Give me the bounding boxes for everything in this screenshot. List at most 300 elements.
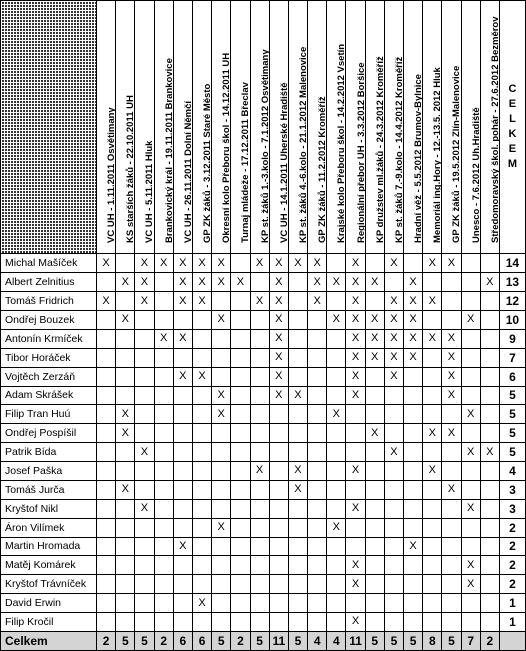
player-total: 5 [499,443,525,462]
empty-cell [173,594,192,613]
participation-mark: X [135,254,154,273]
empty-cell [135,424,154,443]
empty-cell [250,594,269,613]
participation-mark: X [404,292,423,311]
empty-cell [346,518,365,537]
participation-mark: X [346,273,365,292]
empty-cell [192,613,211,632]
player-total: 4 [499,462,525,481]
empty-cell [231,462,250,481]
participation-mark: X [327,405,346,424]
event-header-label: KP st. žáků 1.-3.kolo - 7.1.2012 Osvětimany [259,49,271,244]
player-total: 3 [499,499,525,518]
empty-cell [231,311,250,330]
empty-cell [212,367,231,386]
participation-mark: X [250,462,269,481]
player-total: 2 [499,537,525,556]
participation-mark: X [346,292,365,311]
footer-label: Celkem [1,631,97,650]
empty-cell [116,556,135,575]
event-header [288,1,307,254]
participation-mark: X [116,273,135,292]
empty-cell [116,575,135,594]
empty-cell [135,480,154,499]
empty-cell [384,462,403,481]
player-name: Tomáš Fridrich [1,292,97,311]
participation-mark: X [461,499,480,518]
empty-cell [404,424,423,443]
player-name: Martin Hromada [1,537,97,556]
event-header [250,1,269,254]
participation-mark: X [116,424,135,443]
empty-cell [173,443,192,462]
empty-cell [308,367,327,386]
player-row [1,367,526,386]
empty-cell [404,254,423,273]
participation-mark: X [250,292,269,311]
empty-cell [231,594,250,613]
empty-cell [269,424,288,443]
player-row [1,556,526,575]
empty-cell [346,537,365,556]
empty-cell [442,273,461,292]
empty-cell [288,405,307,424]
empty-cell [442,594,461,613]
event-count: 2 [480,631,499,650]
player-row [1,405,526,424]
participation-mark: X [442,348,461,367]
event-header-label: Memoriál ing.Hory - 12.-13.5. 2012 Hluk [432,67,444,244]
empty-cell [384,518,403,537]
empty-cell [154,424,173,443]
empty-cell [250,537,269,556]
empty-cell [308,499,327,518]
empty-cell [327,348,346,367]
empty-cell [346,480,365,499]
empty-cell [384,480,403,499]
empty-cell [192,329,211,348]
empty-cell [308,594,327,613]
empty-cell [269,613,288,632]
empty-cell [154,480,173,499]
empty-cell [173,556,192,575]
participation-mark: X [346,329,365,348]
empty-cell [404,499,423,518]
empty-cell [404,480,423,499]
player-row [1,443,526,462]
empty-cell [116,613,135,632]
event-header-label: VC UH - 26.11.2011 Dolní Němčí [182,101,194,244]
empty-cell [135,594,154,613]
event-header [173,1,192,254]
event-header [212,1,231,254]
empty-cell [384,594,403,613]
empty-cell [135,613,154,632]
participation-mark: X [116,311,135,330]
empty-cell [250,480,269,499]
empty-cell [480,462,499,481]
empty-cell [97,386,116,405]
empty-cell [327,575,346,594]
empty-cell [250,424,269,443]
event-header-label: VC UH - 14.1.2011 Uherské Hradiště [278,82,290,244]
player-row [1,594,526,613]
event-header [461,1,480,254]
empty-cell [423,613,442,632]
empty-cell [404,594,423,613]
empty-cell [327,329,346,348]
player-name: Áron Vilímek [1,518,97,537]
empty-cell [212,292,231,311]
empty-cell [308,462,327,481]
event-count: 5 [384,631,403,650]
empty-cell [365,537,384,556]
empty-cell [365,518,384,537]
participation-mark: X [212,273,231,292]
player-row [1,480,526,499]
empty-cell [192,556,211,575]
player-row [1,499,526,518]
empty-cell [423,480,442,499]
empty-cell [154,311,173,330]
empty-cell [192,499,211,518]
empty-cell [173,575,192,594]
participation-mark: X [135,292,154,311]
empty-cell [231,386,250,405]
empty-cell [365,594,384,613]
event-count: 6 [192,631,211,650]
empty-cell [97,405,116,424]
empty-cell [231,405,250,424]
player-name: Vojtěch Zerzáň [1,367,97,386]
participation-mark: X [346,254,365,273]
empty-cell [461,273,480,292]
empty-cell [461,424,480,443]
empty-cell [308,613,327,632]
empty-cell [212,613,231,632]
empty-cell [327,499,346,518]
footer-row [1,631,526,650]
participation-mark: X [288,480,307,499]
empty-cell [97,273,116,292]
participation-mark: X [327,518,346,537]
participation-mark: X [346,575,365,594]
empty-cell [384,556,403,575]
empty-cell [231,424,250,443]
participation-mark: X [346,386,365,405]
participation-mark: X [365,329,384,348]
player-total: 2 [499,556,525,575]
participation-mark: X [384,254,403,273]
empty-cell [480,594,499,613]
empty-cell [384,575,403,594]
empty-cell [480,367,499,386]
empty-cell [327,424,346,443]
empty-cell [173,386,192,405]
event-header-label: Okresní kolo Přeboru škol - 14.12.2011 UH [221,53,233,244]
player-row [1,462,526,481]
empty-cell [461,594,480,613]
participation-mark: X [384,311,403,330]
empty-cell [269,556,288,575]
empty-cell [135,386,154,405]
empty-cell [250,348,269,367]
empty-cell [288,292,307,311]
participation-mark: X [404,273,423,292]
empty-cell [384,499,403,518]
empty-cell [404,613,423,632]
empty-cell [192,518,211,537]
event-count: 4 [327,631,346,650]
participation-mark: X [269,348,288,367]
participation-mark: X [442,386,461,405]
empty-cell [154,273,173,292]
empty-cell [365,556,384,575]
player-total: 10 [499,311,525,330]
empty-cell [212,348,231,367]
empty-cell [135,575,154,594]
event-count: 5 [250,631,269,650]
empty-cell [135,537,154,556]
event-header [154,1,173,254]
participation-mark: X [288,386,307,405]
participation-mark: X [212,254,231,273]
participation-mark: X [346,462,365,481]
empty-cell [346,405,365,424]
empty-cell [404,462,423,481]
event-header [97,1,116,254]
player-name: Patrik Bída [1,443,97,462]
empty-cell [288,537,307,556]
participation-mark: X [288,462,307,481]
event-header [423,1,442,254]
player-total: 7 [499,348,525,367]
participation-mark: X [192,254,211,273]
empty-cell [231,556,250,575]
participation-mark: X [212,311,231,330]
empty-cell [308,386,327,405]
empty-cell [442,499,461,518]
participation-mark: X [212,518,231,537]
empty-cell [461,367,480,386]
empty-cell [423,311,442,330]
empty-cell [116,499,135,518]
empty-cell [480,556,499,575]
empty-cell [327,594,346,613]
player-row [1,386,526,405]
player-row [1,329,526,348]
empty-cell [288,273,307,292]
empty-cell [231,367,250,386]
player-total: 5 [499,405,525,424]
player-total: 1 [499,613,525,632]
empty-cell [480,405,499,424]
player-total: 2 [499,575,525,594]
empty-cell [365,499,384,518]
player-row [1,348,526,367]
empty-cell [192,443,211,462]
event-header-label: VC UH - 5.11.2011 Hluk [144,140,156,244]
empty-cell [365,405,384,424]
empty-cell [327,443,346,462]
empty-cell [384,424,403,443]
empty-cell [154,386,173,405]
player-name: David Erwin [1,594,97,613]
empty-cell [365,462,384,481]
empty-cell [423,556,442,575]
empty-cell [423,348,442,367]
event-header [192,1,214,254]
event-count: 11 [269,631,288,650]
participation-mark: X [212,405,231,424]
participation-mark: X [97,254,116,273]
empty-cell [154,443,173,462]
empty-cell [442,292,461,311]
participation-mark: X [384,329,403,348]
empty-cell [480,329,499,348]
player-name: Filip Kročil [1,613,97,632]
event-header-label: KP st. žáků 7.-9.kolo - 14.4.2012 Kroměříž [393,57,405,244]
empty-cell [154,348,173,367]
player-total: 6 [499,367,525,386]
empty-cell [192,462,211,481]
participation-mark: X [404,348,423,367]
total-header [499,1,525,254]
empty-cell [327,254,346,273]
total-header-label: C E L K E M [507,83,518,171]
participation-mark: X [346,613,365,632]
empty-cell [154,575,173,594]
empty-cell [231,329,250,348]
empty-cell [346,424,365,443]
event-count: 5 [442,631,461,650]
empty-cell [480,424,499,443]
empty-cell [250,499,269,518]
empty-cell [365,254,384,273]
participation-mark: X [442,424,461,443]
empty-cell [154,537,173,556]
participation-mark: X [250,254,269,273]
participation-mark: X [346,348,365,367]
empty-cell [192,480,211,499]
participation-mark: X [461,443,480,462]
empty-cell [365,443,384,462]
empty-cell [480,499,499,518]
event-header-label: Hradní věž - 5.5.2012 Brumov-Bylnice [413,74,425,244]
empty-cell [154,518,173,537]
empty-cell [250,311,269,330]
empty-cell [288,518,307,537]
empty-cell [231,443,250,462]
participation-mark: X [461,575,480,594]
empty-cell [231,518,250,537]
event-header-label: Regionální přebor UH - 3.3.2012 Boršice [355,62,367,244]
participation-mark: X [346,556,365,575]
empty-cell [461,480,480,499]
participation-mark: X [135,273,154,292]
empty-cell [116,518,135,537]
empty-cell [461,537,480,556]
empty-cell [212,537,231,556]
empty-cell [384,386,403,405]
empty-cell [480,480,499,499]
empty-cell [269,537,288,556]
event-count: 5 [404,631,423,650]
empty-cell [116,594,135,613]
participation-mark: X [308,273,327,292]
empty-cell [288,556,307,575]
empty-cell [173,462,192,481]
event-header [269,1,288,254]
footer-empty-cell [499,631,525,650]
empty-cell [116,443,135,462]
empty-cell [231,575,250,594]
player-name: Tomáš Jurča [1,480,97,499]
event-header [346,1,365,254]
empty-cell [365,386,384,405]
empty-cell [97,518,116,537]
empty-cell [154,462,173,481]
empty-cell [404,405,423,424]
empty-cell [97,575,116,594]
empty-cell [212,575,231,594]
empty-cell [97,556,116,575]
empty-cell [423,273,442,292]
empty-cell [308,443,327,462]
empty-cell [97,537,116,556]
empty-cell [212,556,231,575]
participation-mark: X [461,311,480,330]
empty-cell [231,292,250,311]
empty-cell [231,480,250,499]
participation-mark: X [116,405,135,424]
event-header-label: KP st. žáků 4.-6.kolo - 21.1.2012 Malenovice [297,47,309,244]
empty-cell [116,462,135,481]
empty-cell [135,518,154,537]
event-count: 5 [365,631,384,650]
participation-mark: X [173,292,192,311]
event-count: 2 [97,631,116,650]
player-name: Albert Zelnitius [1,273,97,292]
empty-cell [231,537,250,556]
player-total: 5 [499,386,525,405]
player-total: 2 [499,518,525,537]
empty-cell [384,405,403,424]
empty-cell [461,348,480,367]
participation-mark: X [365,424,384,443]
player-total: 12 [499,292,525,311]
empty-cell [461,386,480,405]
header-row [1,1,526,254]
event-count: 2 [154,631,173,650]
event-header [116,1,135,254]
player-name: Matěj Komárek [1,556,97,575]
empty-cell [212,329,231,348]
participation-mark: X [173,537,192,556]
empty-cell [212,499,231,518]
empty-cell [442,518,461,537]
empty-cell [250,518,269,537]
participation-mark: X [365,348,384,367]
empty-cell [327,613,346,632]
player-total: 9 [499,329,525,348]
player-name: Adam Skrášek [1,386,97,405]
participation-mark: X [269,386,288,405]
player-name: Filip Tran Huú [1,405,97,424]
event-count: 5 [288,631,307,650]
empty-cell [480,518,499,537]
player-total: 1 [499,594,525,613]
